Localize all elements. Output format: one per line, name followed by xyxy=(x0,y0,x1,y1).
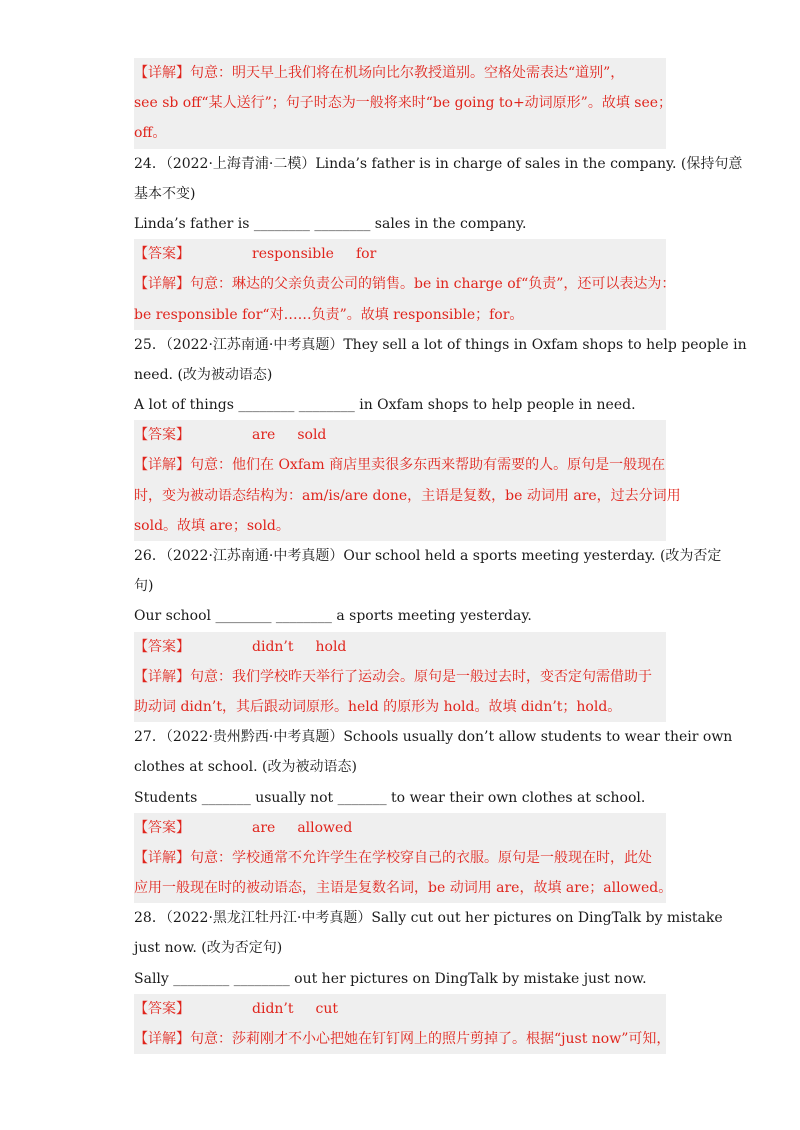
answer-row xyxy=(134,813,666,843)
explanation-line: 【详解】句意：莎莉刚才不小心把她在钉钉网上的照片剪掉了。根据“just now”可知， xyxy=(134,1024,666,1054)
fill-in-sentence: Students _______ usually not _______ to wear their own clothes at school. xyxy=(134,789,646,806)
answer-label: 【答案】 xyxy=(134,246,190,263)
explanation-line: 应用一般现在时的被动语态，主语是复数名词，be 动词用 are，故填 are；allowed。 xyxy=(134,873,666,903)
answer-word: for xyxy=(355,246,377,263)
question-prompt: 28．（2022·黑龙江牡丹江·中考真题）Sally cut out her pictures on DingTalk by mistake xyxy=(134,910,723,927)
answer-word: are xyxy=(252,819,276,836)
answer-row xyxy=(134,239,666,269)
explanation-line: 助动词 didn’t，其后跟动词原形。held 的原形为 hold。故填 didn’t；hold。 xyxy=(134,692,666,722)
question-prompt: 24．（2022·上海青浦·二模）Linda’s father is in charge of sales in the company. (保持句意 xyxy=(134,155,743,172)
answer-word: are xyxy=(252,427,276,444)
answer-word: allowed xyxy=(297,819,353,836)
explanation-line: see sb off“某人送行”；句子时态为一般将来时“be going to+动词原形”。故填 see； xyxy=(134,88,666,118)
question-25 xyxy=(134,330,747,541)
answer-word: didn’t xyxy=(252,638,294,655)
top-explanation xyxy=(134,58,673,149)
question-28 xyxy=(134,903,723,1054)
answer-label: 【答案】 xyxy=(134,819,190,836)
question-prompt: clothes at school. (改为被动语态) xyxy=(134,759,357,776)
question-prompt: just now. (改为否定句) xyxy=(134,940,283,957)
answer-row xyxy=(134,420,666,450)
question-prompt: need. (改为被动语态) xyxy=(134,366,273,383)
answer-label: 【答案】 xyxy=(134,638,190,655)
explanation-line: 【详解】句意：明天早上我们将在机场向比尔教授道别。空格处需表达“道别”， xyxy=(134,58,666,88)
worksheet-page xyxy=(134,58,747,1054)
answer-word: sold xyxy=(297,427,327,444)
fill-in-sentence: A lot of things ________ ________ in Oxfam shops to help people in need. xyxy=(134,397,636,414)
question-27 xyxy=(134,722,733,903)
fill-in-sentence: Our school ________ ________ a sports meeting yesterday. xyxy=(134,608,532,625)
question-prompt: 25．（2022·江苏南通·中考真题）They sell a lot of things in Oxfam shops to help people in xyxy=(134,336,747,353)
question-24 xyxy=(134,149,743,330)
explanation-line: off。 xyxy=(134,118,666,148)
answer-label: 【答案】 xyxy=(134,1000,190,1017)
question-prompt: 27．（2022·贵州黔西·中考真题）Schools usually don’t allow students to wear their own xyxy=(134,729,733,746)
explanation-line: 时，变为被动语态结构为：am/is/are done，主语是复数，be 动词用 are，过去分词用 xyxy=(134,481,666,511)
question-prompt: 句) xyxy=(134,578,154,595)
explanation-line: 【详解】句意：学校通常不允许学生在学校穿自己的衣服。原句是一般现在时，此处 xyxy=(134,843,666,873)
question-prompt: 基本不变) xyxy=(134,185,196,202)
question-prompt: 26．（2022·江苏南通·中考真题）Our school held a sports meeting yesterday. (改为否定 xyxy=(134,548,722,564)
answer-row xyxy=(134,632,666,662)
question-26 xyxy=(134,541,722,722)
answer-word: cut xyxy=(315,1000,338,1017)
answer-word: hold xyxy=(315,638,347,655)
explanation-line: be responsible for“对……负责”。故填 responsible；for。 xyxy=(134,300,666,330)
fill-in-sentence: Linda’s father is ________ ________ sales in the company. xyxy=(134,215,527,232)
fill-in-sentence: Sally ________ ________ out her pictures on DingTalk by mistake just now. xyxy=(134,970,647,987)
explanation-line: 【详解】句意：我们学校昨天举行了运动会。原句是一般过去时，变否定句需借助于 xyxy=(134,662,666,692)
answer-label: 【答案】 xyxy=(134,427,190,444)
answer-word: didn’t xyxy=(252,1000,294,1017)
explanation-line: sold。故填 are；sold。 xyxy=(134,511,666,541)
explanation-line: 【详解】句意：他们在 Oxfam 商店里卖很多东西来帮助有需要的人。原句是一般现在 xyxy=(134,450,666,480)
explanation-line: 【详解】句意：琳达的父亲负责公司的销售。be in charge of“负责”，还可以表达为： xyxy=(134,269,666,299)
answer-row xyxy=(134,994,666,1024)
answer-word: responsible xyxy=(252,246,334,263)
